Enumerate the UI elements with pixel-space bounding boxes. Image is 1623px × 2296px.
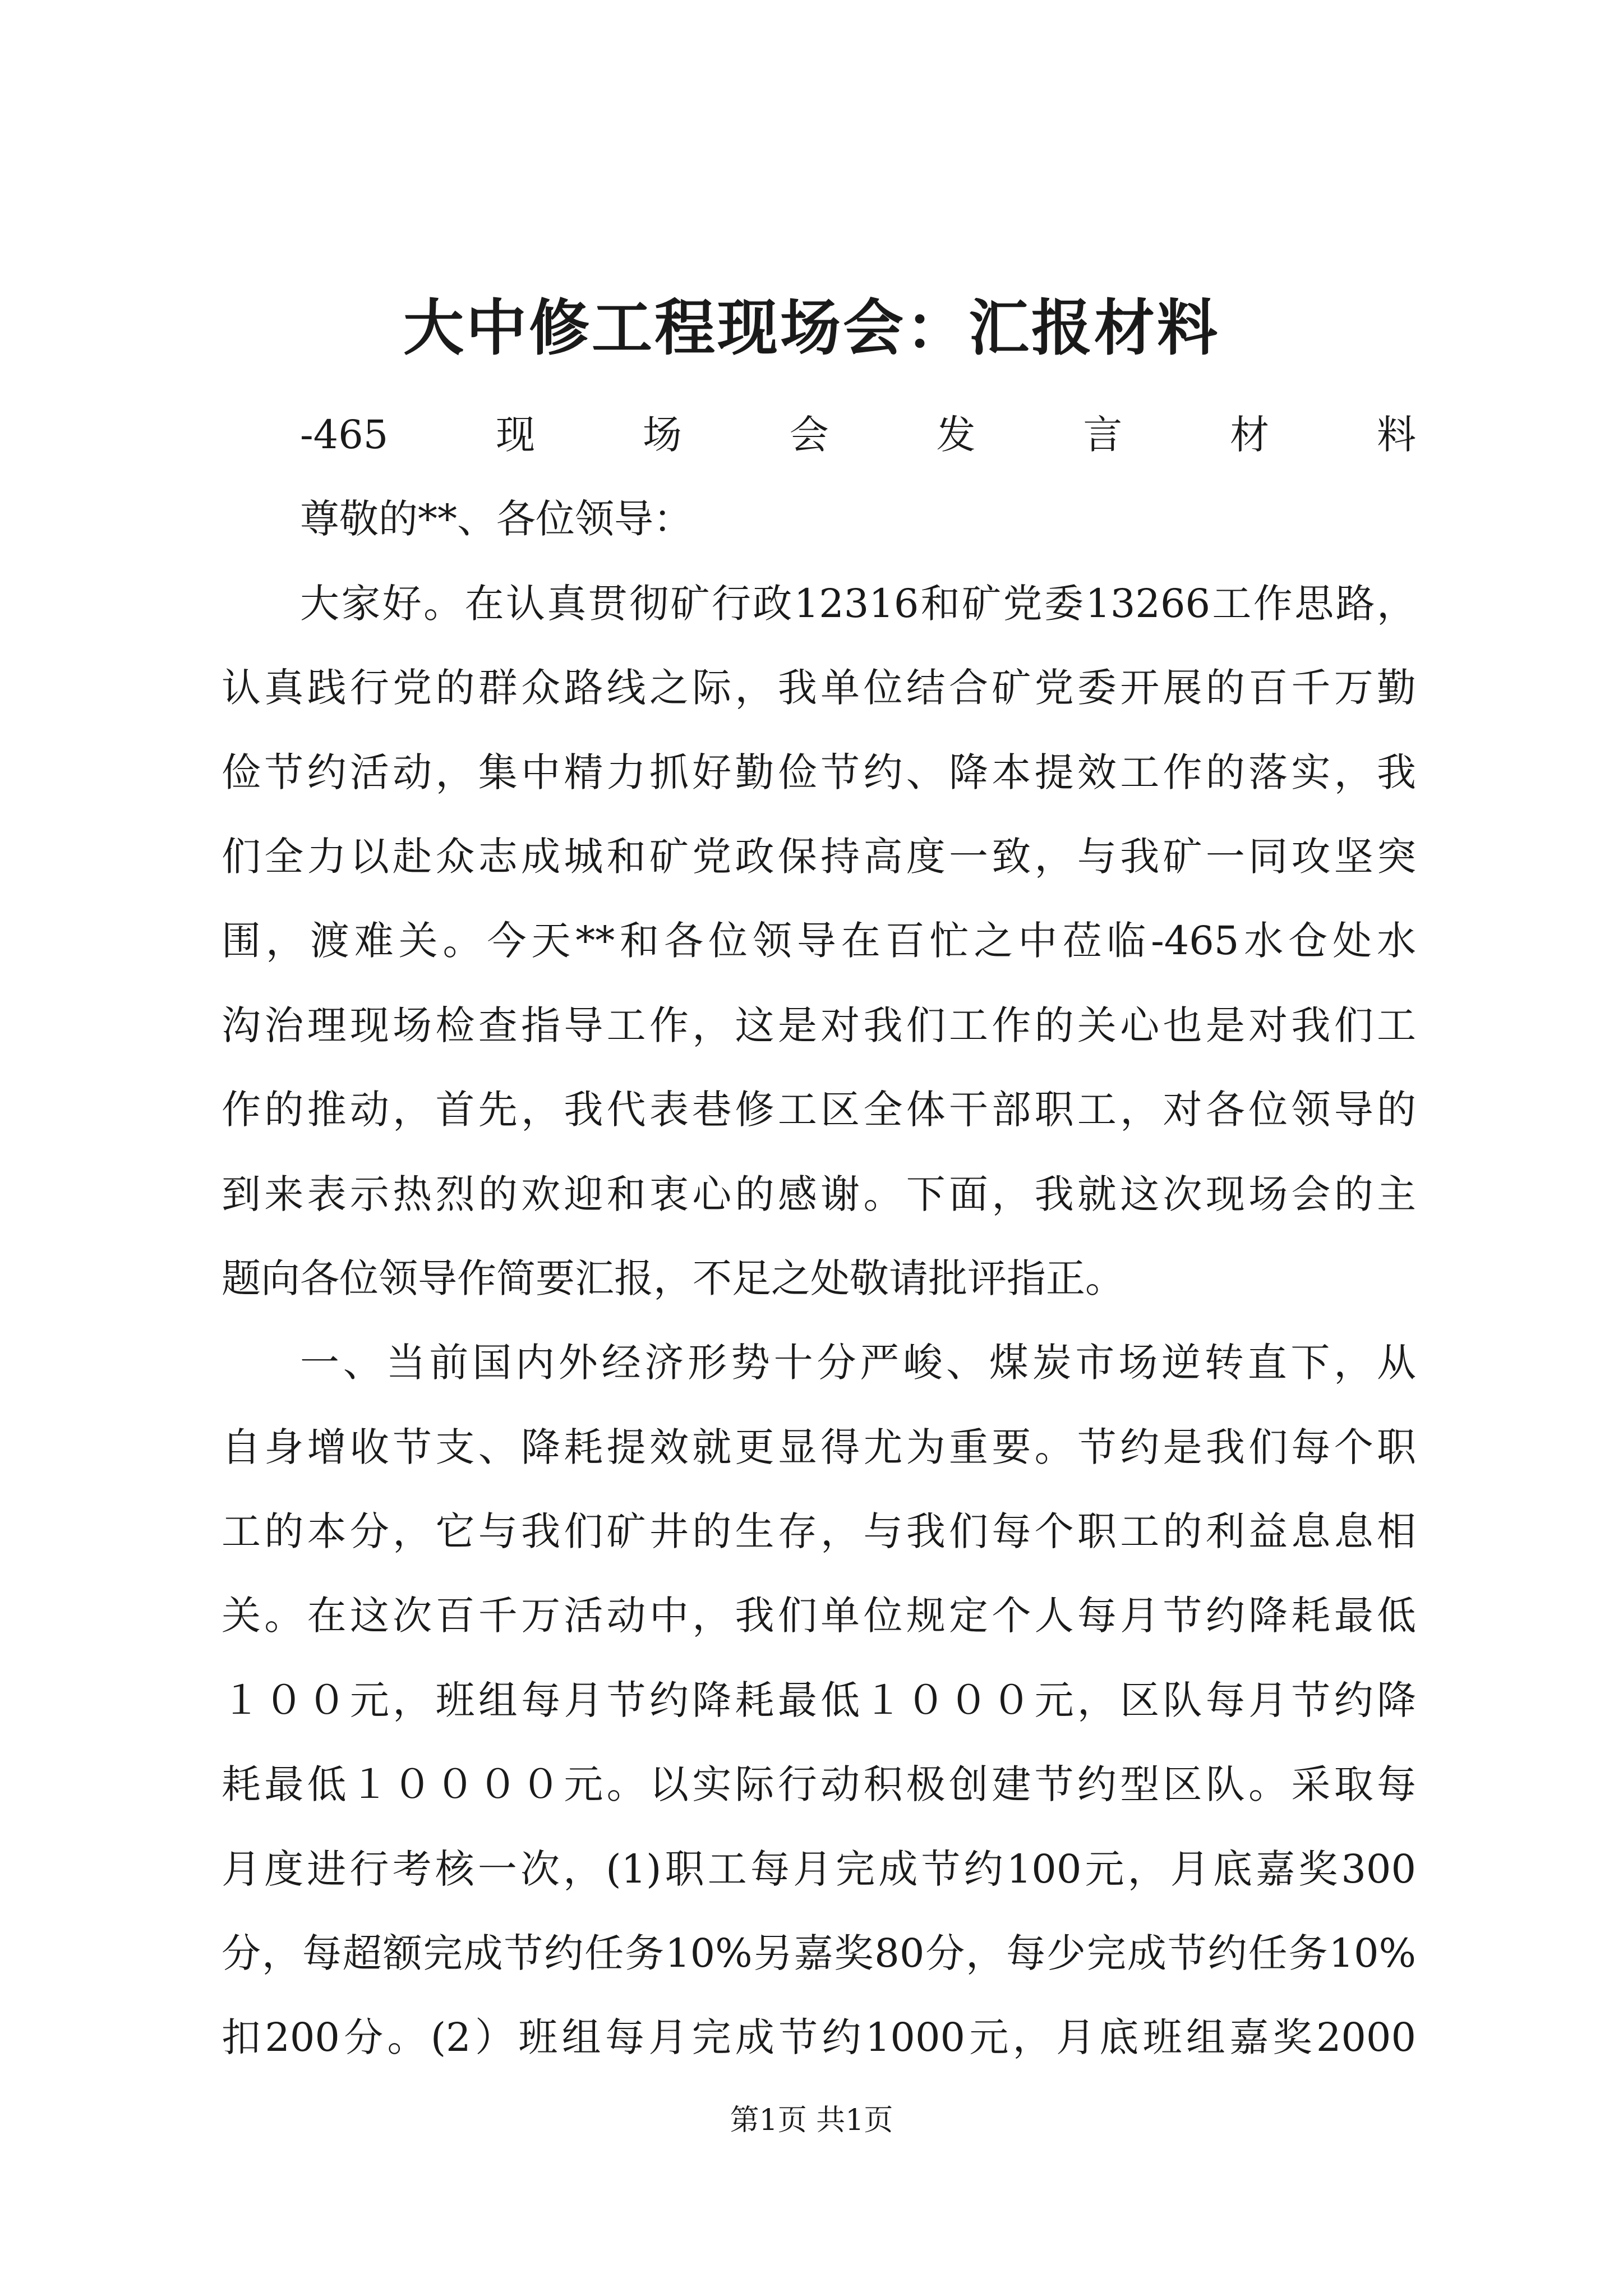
body-line: 俭节约活动，集中精力抓好勤俭节约、降本提效工作的落实，我 xyxy=(222,749,1416,795)
body-line: 耗最低１００００元。以实际行动积极创建节约型区队。采取每 xyxy=(222,1761,1416,1808)
body-line: 自身增收节支、降耗提效就更显得尤为重要。节约是我们每个职 xyxy=(222,1424,1416,1470)
body-line: 们全力以赴众志成城和矿党政保持高度一致，与我矿一同攻坚突 xyxy=(222,833,1416,880)
body-line: １００元，班组每月节约降耗最低１０００元，区队每月节约降 xyxy=(222,1677,1416,1723)
body-line: 关。在这次百千万活动中，我们单位规定个人每月节约降耗最低 xyxy=(222,1593,1416,1639)
body-line: 围，渡难关。今天**和各位领导在百忙之中莅临-465水仓处水 xyxy=(222,918,1416,964)
salutation-line: 尊敬的**、各位领导： xyxy=(300,496,693,542)
page-number: 第1页 共1页 xyxy=(730,2104,893,2137)
body-line: 题向各位领导作简要汇报，不足之处敬请批评指正。 xyxy=(222,1255,1124,1301)
body-line: 沟治理现场检查指导工作，这是对我们工作的关心也是对我们工 xyxy=(222,1002,1416,1048)
body-line: 认真践行党的群众路线之际，我单位结合矿党委开展的百千万勤 xyxy=(222,665,1416,711)
document-body xyxy=(222,393,1416,2080)
body-line: 工的本分，它与我们矿井的生存，与我们每个职工的利益息息相 xyxy=(222,1508,1416,1555)
subtitle-line: -465现场会发言材料 xyxy=(300,412,1416,458)
body-line: 分，每超额完成节约任务10%另嘉奖80分，每少完成节约任务10% xyxy=(222,1930,1416,1977)
body-line: 扣200分。(2）班组每月完成节约1000元，月底班组嘉奖2000 xyxy=(222,2014,1416,2061)
body-line: 到来表示热烈的欢迎和衷心的感谢。下面，我就这次现场会的主 xyxy=(222,1171,1416,1217)
body-line: 大家好。在认真贯彻矿行政12316和矿党委13266工作思路， xyxy=(300,580,1416,627)
body-line: 月度进行考核一次，(1)职工每月完成节约100元，月底嘉奖300 xyxy=(222,1846,1416,1892)
body-line: 一、当前国内外经济形势十分严峻、煤炭市场逆转直下，从 xyxy=(300,1340,1416,1386)
document-title: 大中修工程现场会：汇报材料 xyxy=(403,293,1220,364)
body-line: 作的推动，首先，我代表巷修工区全体干部职工，对各位领导的 xyxy=(222,1087,1416,1133)
